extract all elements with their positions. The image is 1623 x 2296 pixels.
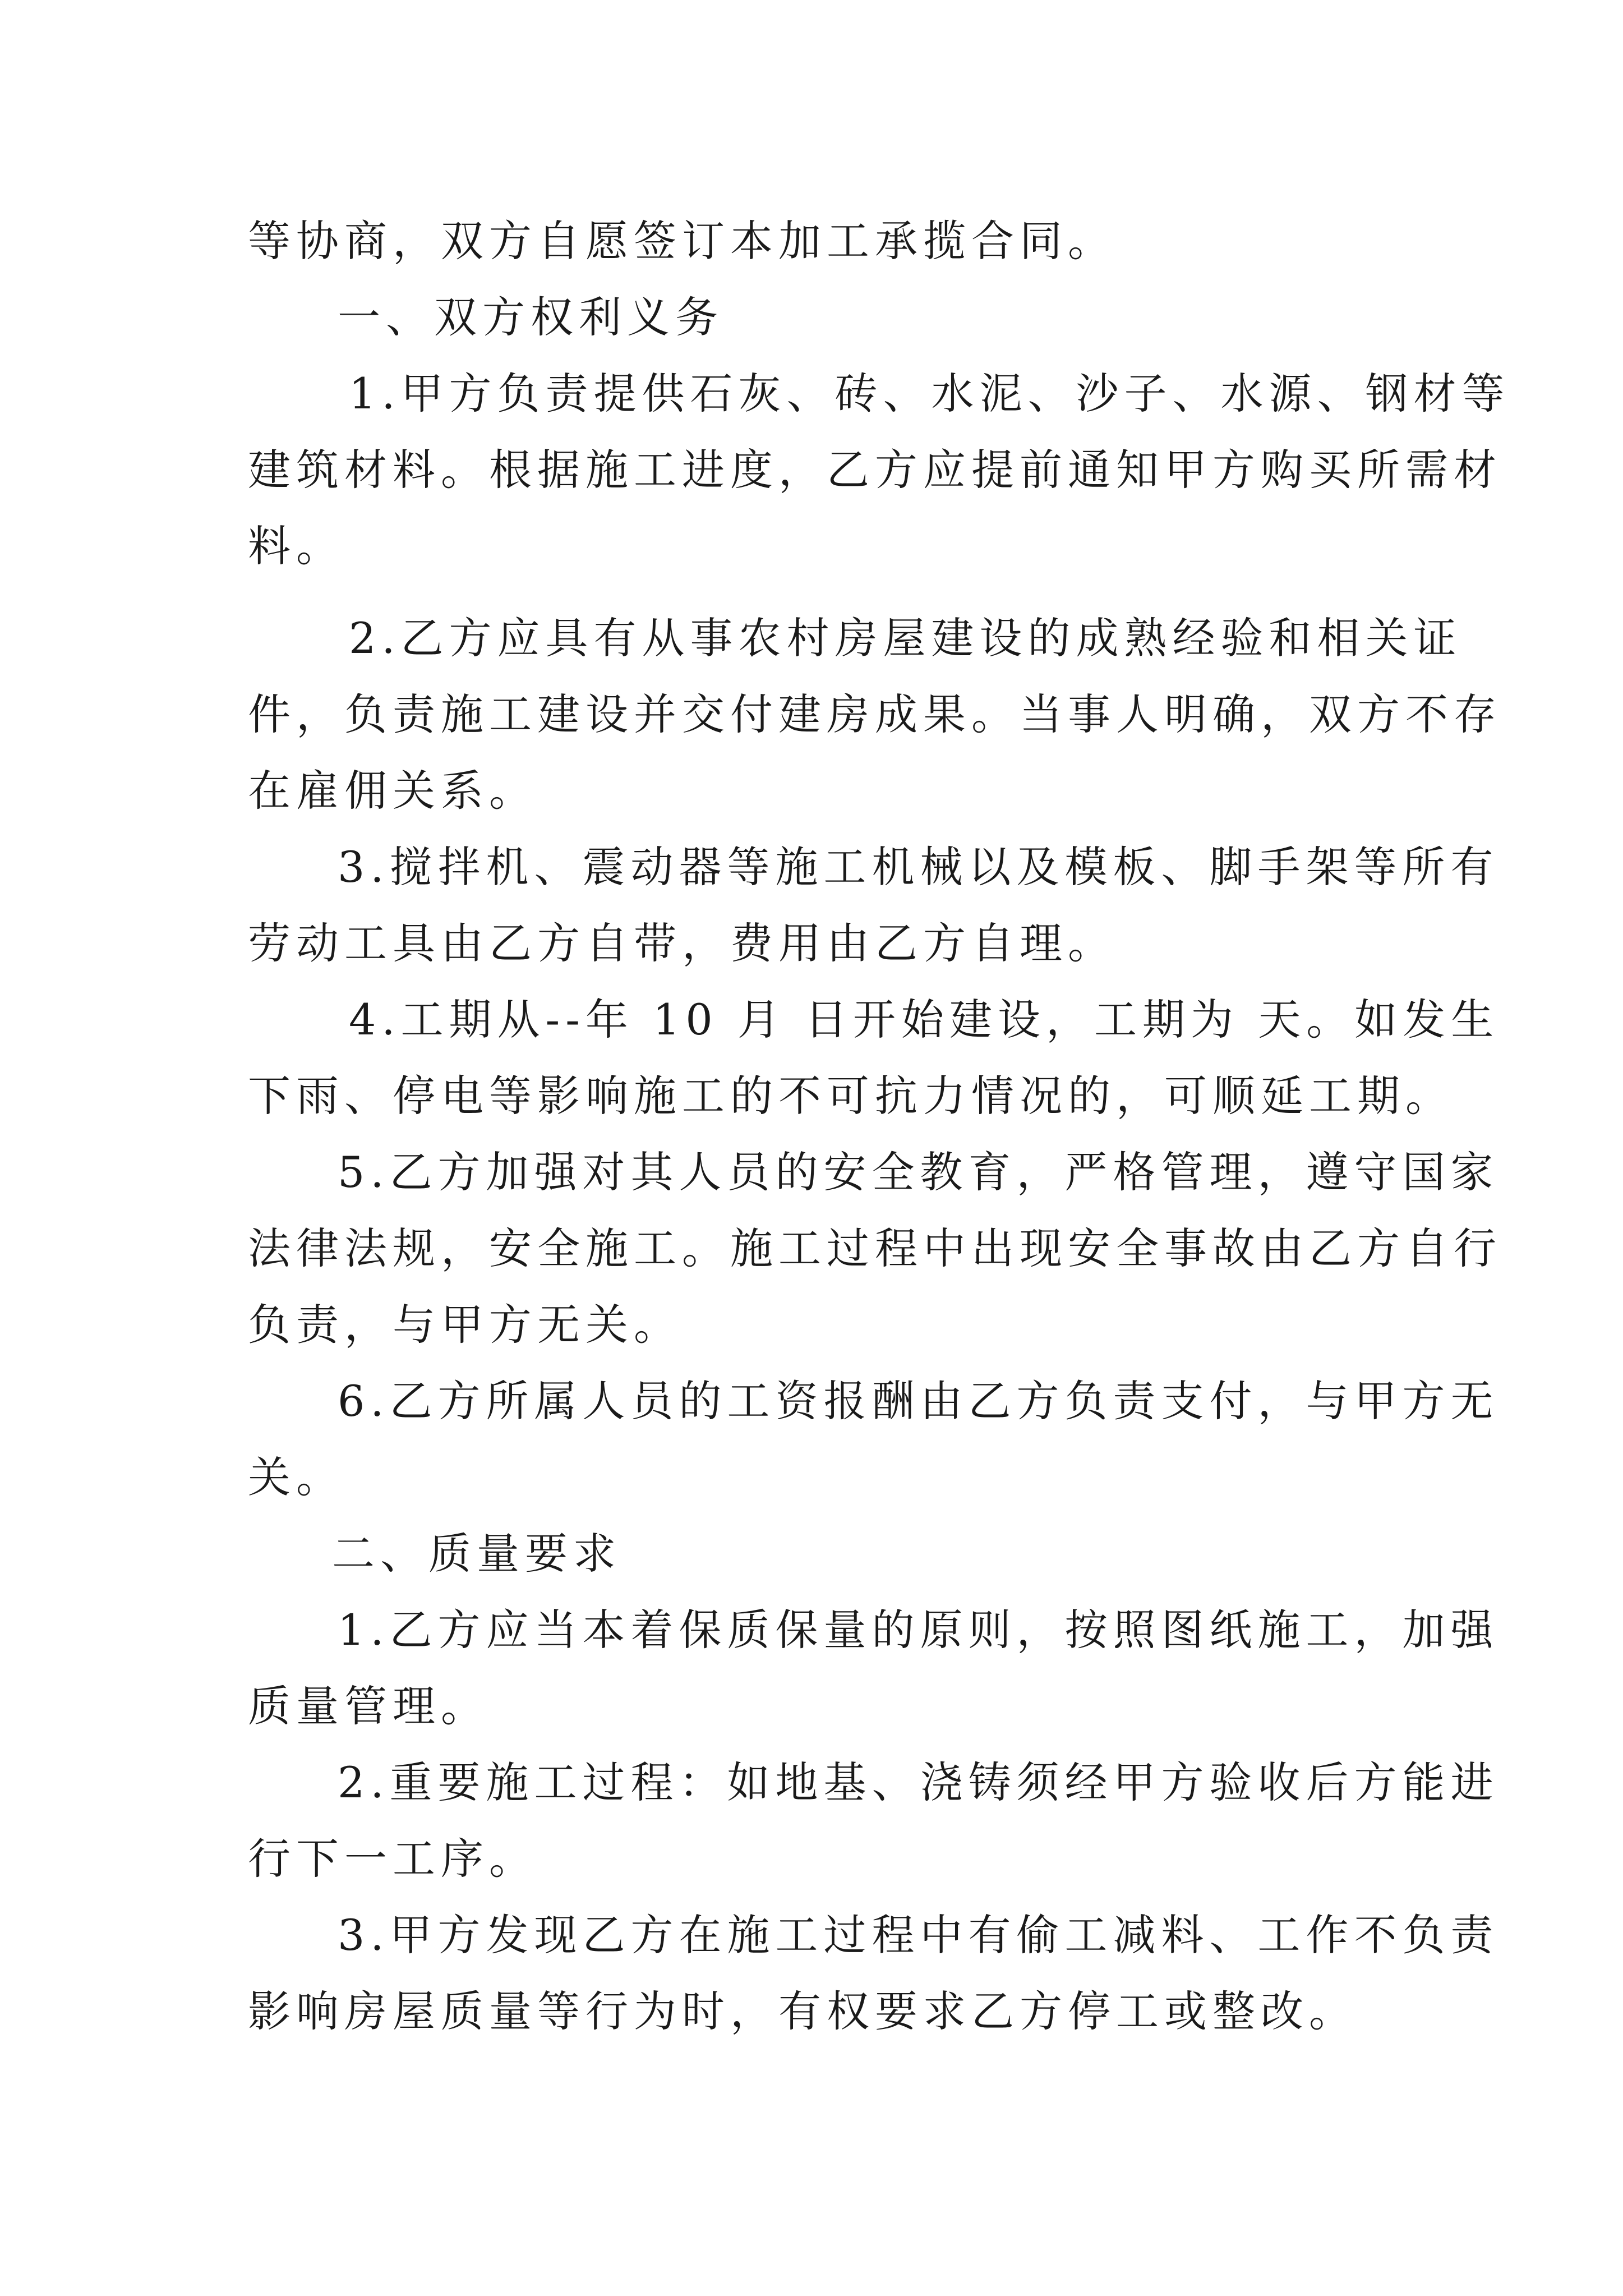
text-line: 件，负责施工建设并交付建房成果。当事人明确，双方不存 [248,689,1502,739]
text-line: 5.乙方加强对其人员的安全教育，严格管理，遵守国家 [338,1147,1499,1197]
text-line: 3.搅拌机、震动器等施工机械以及模板、脚手架等所有 [338,842,1499,892]
section-heading: 一、双方权利义务 [338,292,723,342]
text-line: 1.乙方应当本着保质保量的原则，按照图纸施工，加强 [338,1605,1499,1655]
text-line: 行下一工序。 [248,1834,537,1884]
text-line: 6.乙方所属人员的工资报酬由乙方负责支付，与甲方无 [338,1376,1499,1426]
text-line: 2.重要施工过程：如地基、浇铸须经甲方验收后方能进 [338,1757,1499,1807]
document-body [248,203,1510,2050]
text-line: 3.甲方发现乙方在施工过程中有偷工减料、工作不负责 [338,1910,1499,1960]
text-line: 4.工期从--年 10 月 日开始建设，工期为 天。如发生 [349,995,1500,1045]
text-line: 2.乙方应具有从事农村房屋建设的成熟经验和相关证 [349,613,1462,663]
text-line: 建筑材料。根据施工进度，乙方应提前通知甲方购买所需材 [248,445,1502,495]
text-line: 劳动工具由乙方自带，费用由乙方自理。 [248,918,1116,968]
text-line: 1.甲方负责提供石灰、砖、水泥、沙子、水源、钢材等 [349,369,1510,418]
text-line: 等协商，双方自愿签订本加工承揽合同。 [248,216,1116,266]
text-line: 关。 [248,1452,344,1502]
text-line: 下雨、停电等影响施工的不可抗力情况的，可顺延工期。 [248,1071,1454,1121]
section-heading: 二、质量要求 [332,1529,621,1579]
text-line: 影响房屋质量等行为时，有权要求乙方停工或整改。 [248,1986,1357,2036]
text-line: 在雇佣关系。 [248,766,537,816]
text-line: 负责，与甲方无关。 [248,1300,682,1350]
text-line: 法律法规，安全施工。施工过程中出现安全事故由乙方自行 [248,1223,1502,1273]
text-line: 质量管理。 [248,1681,489,1731]
text-line: 料。 [248,521,344,571]
